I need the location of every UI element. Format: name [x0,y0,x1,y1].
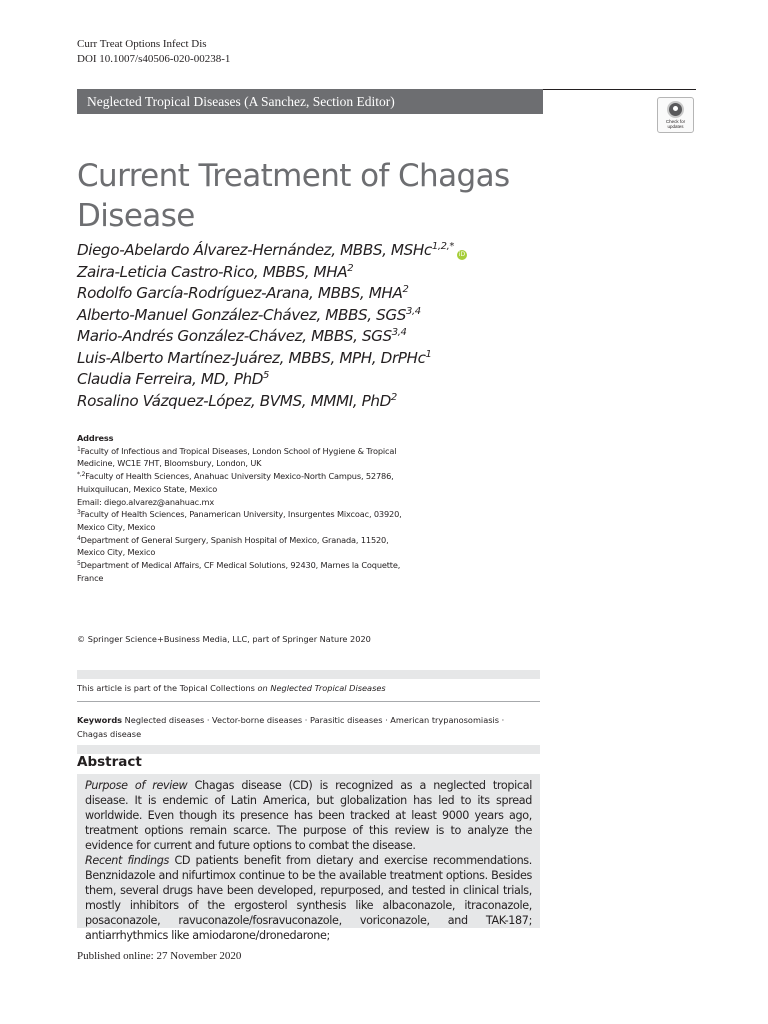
orcid-icon[interactable]: iD [458,251,466,258]
email-link[interactable]: Email: diego.alvarez@anahuac.mx [77,496,215,507]
author: Diego-Abelardo Álvarez-Hernández, MBBS, MSHc$^{1,2,*}$iD [77,241,466,259]
address-entry: $^4$Department of General Surgery, Spanish Hospital of Mexico, Granada, 11520, Mexico City, Mexico [77,534,389,558]
author: Rosalino Vázquez-López, BVMS, MMMI, PhD$^2$ [77,391,397,410]
author: Alberto-Manuel González-Chávez, MBBS, SGS$^{3,4}$ [77,305,421,324]
keywords-label: Keywords [77,715,123,725]
address-block [77,432,407,584]
abstract-box [77,774,540,942]
author: Mario-Andrés González-Chávez, MBBS, SGS$^{3,4}$ [77,327,407,345]
journal-doi[interactable]: DOI 10.1007/s40506-020-00238-1 [77,53,231,65]
address-label: Address [77,433,114,443]
author: Zaira-Leticia Castro-Rico, MBBS, MHA$^2$ [77,262,354,281]
topical-collection-link[interactable]: on Neglected Tropical Diseases [257,683,386,693]
check-for-updates-badge[interactable] [657,97,694,133]
keywords [77,713,527,741]
abstract-paragraph: Purpose of review Chagas disease (CD) is recognized as a neglected tropical disease. It is endemic of Latin America, but globalization has led to its spread worldwide. Even though its presence has been tracked at least 9000 years ago, treatment options remain scarce. The purpose of this review is to analyze the evidence for current and future options to combat the disease. [85,779,532,852]
crossmark-icon [667,101,684,118]
address-entry: $^1$Faculty of Infectious and Tropical Diseases, London School of Hygiene & Tropical Medicine, WC1E 7HT, Bloomsbury, London, UK [77,445,397,469]
published-date: Published online: 27 November 2020 [77,950,242,962]
author: Rodolfo García-Rodríguez-Arana, MBBS, MHA$^2$ [77,284,409,302]
abstract-band [77,745,540,754]
topical-band [77,670,540,679]
keywords-text: Neglected diseases · Vector-borne diseases · Parasitic diseases · American trypanosomiasis · Chagas disease [77,715,505,739]
crossmark-label: Check for updates [665,119,686,129]
abstract-paragraph: Recent findings CD patients benefit from dietary and exercise recommendations. Benznidazole and nifurtimox continue to be the available treatment options. Besides them, several drugs have been developed, repurposed, and tested in clinical trials, mostly inhibitors of the ergosterol synthesis like albaconazole, itraconazole, posaconazole, ravuconazole/fosravuconazole, voriconazole, and TAK-187; antiarrhythmics like amiodarone/dronedarone; [85,854,532,942]
copyright-notice: © Springer Science+Business Media, LLC, part of Springer Nature 2020 [77,634,371,644]
journal-name: Curr Treat Options Infect Dis [77,38,207,50]
address-entry: $^5$Department of Medical Affairs, CF Medical Solutions, 92430, Marnes la Coquette, France [77,560,401,583]
topical-collection-note: This article is part of the Topical Collections on Neglected Tropical Diseases [77,683,386,693]
article-title: Current Treatment of Chagas Disease [77,158,510,234]
section-divider [543,89,696,90]
journal-header [77,37,230,67]
address-entry: $^3$Faculty of Health Sciences, Panamerican University, Insurgentes Mixcoac, 03920, Mexico City, Mexico [77,509,402,532]
abstract-heading: Abstract [77,754,142,770]
divider [77,701,540,702]
address-entry: $^{*,2}$Faculty of Health Sciences, Anahuac University Mexico-North Campus, 52786, Huixquilucan, Mexico State, Mexico [77,471,394,494]
section-banner: Neglected Tropical Diseases (A Sanchez, Section Editor) [77,89,543,114]
author: Luis-Alberto Martínez-Juárez, MBBS, MPH, DrPHc$^1$ [77,348,432,367]
author: Claudia Ferreira, MD, PhD$^5$ [77,370,269,388]
author-list [77,240,547,412]
